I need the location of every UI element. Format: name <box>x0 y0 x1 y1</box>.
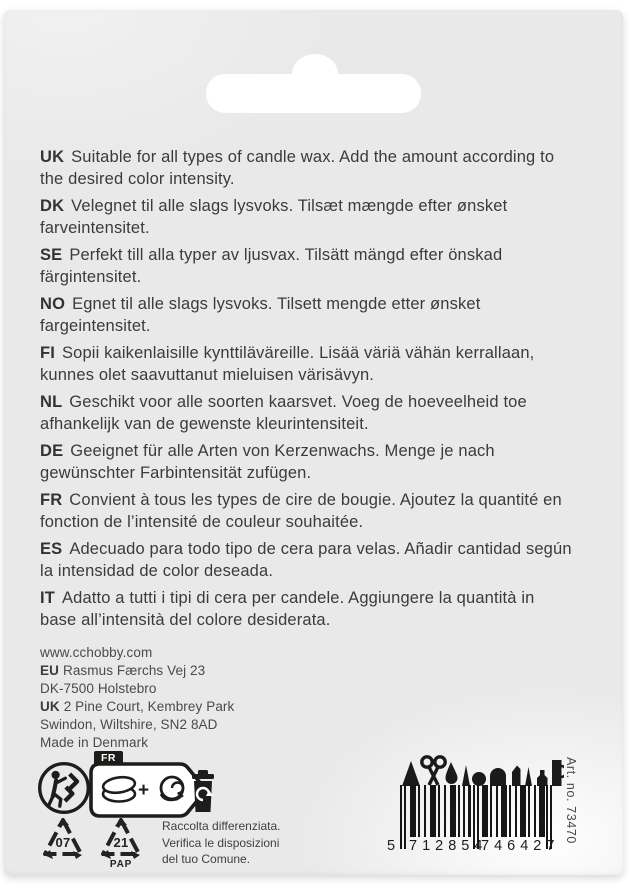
instruction-text: Adatto a tutti i tipi di cera per candele. Aggiungere la quantità in base all’intensità del colore desiderata. <box>40 589 535 629</box>
scissors-icon <box>422 757 445 785</box>
bottle-icon <box>537 770 548 786</box>
instruction-text: Suitable for all types of candle wax. Add the amount according to the desired color intensity. <box>40 148 555 188</box>
cap-icon <box>490 768 506 786</box>
instruction-uk <box>40 146 572 190</box>
plus-sign: + <box>138 780 150 801</box>
package-back-panel <box>4 10 623 875</box>
marker-icon <box>512 766 521 787</box>
barcode-digits <box>387 837 560 855</box>
instruction-de <box>40 440 572 484</box>
instruction-text: Sopii kaikenlaisille kynttiläväreille. Lisää väriä vähän kerrallaan, kunnes olet saavuttanut mieluisen värisävyn. <box>40 344 535 384</box>
barcode <box>387 752 570 855</box>
sorting-note-line: del tuo Comune. <box>162 852 251 866</box>
instruction-es <box>40 538 572 582</box>
recycle-code-07-icon <box>38 814 88 860</box>
manufacturer-address-block <box>40 644 234 752</box>
instruction-se <box>40 244 572 288</box>
sorting-note-line: Verifica le disposizioni <box>162 835 280 850</box>
cone-icon <box>462 765 470 786</box>
pencil-icon <box>525 767 532 786</box>
instruction-text: Velegnet til alle slags lysvoks. Tilsæt mængde efter ønsket farveintensitet. <box>40 197 508 237</box>
paper-code: 21 <box>113 835 129 850</box>
lang-code: NO <box>40 295 66 313</box>
drop-icon <box>446 762 458 784</box>
origin-line: Made in Denmark <box>40 735 149 750</box>
eu-code: EU <box>40 663 59 678</box>
resin-code: 07 <box>55 835 71 850</box>
instruction-text: Adecuado para todo tipo de cera para velas. Añadir cantidad según la intensidad de color deseada. <box>40 540 572 580</box>
sorting-note <box>162 818 281 868</box>
lang-code: IT <box>40 589 55 607</box>
instruction-text: Egnet til alle slags lysvoks. Tilsett mengde etter ønsket fargeintensitet. <box>40 295 481 335</box>
uk-city-line: Swindon, Wiltshire, SN2 8AD <box>40 717 218 732</box>
instruction-no <box>40 293 572 337</box>
craft-tools-decoration-icon <box>400 752 564 786</box>
eu-city-line: DK-7500 Holstebro <box>40 681 157 696</box>
lang-code: NL <box>40 393 63 411</box>
barcode-group-1: 712854 <box>409 838 488 854</box>
recycling-bin-icon <box>192 770 214 812</box>
lang-code: DE <box>40 442 64 460</box>
barcode-bars <box>400 785 552 837</box>
article-number: Art. no. 73470 <box>564 757 578 844</box>
barcode-lead-digit: 5 <box>387 838 396 854</box>
mug-icon <box>552 760 562 786</box>
lang-code: UK <box>40 148 65 166</box>
lang-code: ES <box>40 540 63 558</box>
instruction-fr <box>40 489 572 533</box>
euro-hang-slot <box>206 74 421 113</box>
lang-code: FI <box>40 344 55 362</box>
blob-icon <box>472 772 486 786</box>
instruction-nl <box>40 391 572 435</box>
barcode-group-2: 746427 <box>481 838 560 854</box>
instruction-text: Geschikt voor alle soorten kaarsvet. Voeg de hoeveelheid toe afhankelijk van de gewenste kleurintensiteit. <box>40 393 527 433</box>
lang-code: FR <box>40 491 63 509</box>
uk-address-line <box>40 698 234 716</box>
uk-street: 2 Pine Court, Kembrey Park <box>63 699 235 714</box>
fr-region-tag: FR <box>94 751 123 765</box>
eu-street: Rasmus Færchs Vej 23 <box>62 663 206 678</box>
lang-code: SE <box>40 246 63 264</box>
instruction-dk <box>40 195 572 239</box>
instruction-it <box>40 587 572 631</box>
tree-icon <box>402 761 420 786</box>
instruction-text: Convient à tous les types de cire de bougie. Ajoutez la quantité en fonction de l’intensité de couleur souhaitée. <box>40 491 562 531</box>
instruction-text: Geeignet für alle Arten von Kerzenwachs. Menge je nach gewünschter Farbintensität zufügen. <box>40 442 495 482</box>
instruction-fi <box>40 342 572 386</box>
lang-code: DK <box>40 197 65 215</box>
triman-icon <box>36 759 92 822</box>
sorting-note-line: Raccolta differenziata. <box>162 819 281 833</box>
eu-address-line <box>40 662 234 680</box>
instructions-block <box>40 146 572 636</box>
instruction-text: Perfekt till alla typer av ljusvax. Tilsätt mängd efter önskad färgintensitet. <box>40 246 503 286</box>
recycle-code-21-icon <box>96 814 146 860</box>
website: www.cchobby.com <box>40 645 153 660</box>
uk-code: UK <box>40 699 60 714</box>
pap-material-label: PAP <box>109 859 133 870</box>
